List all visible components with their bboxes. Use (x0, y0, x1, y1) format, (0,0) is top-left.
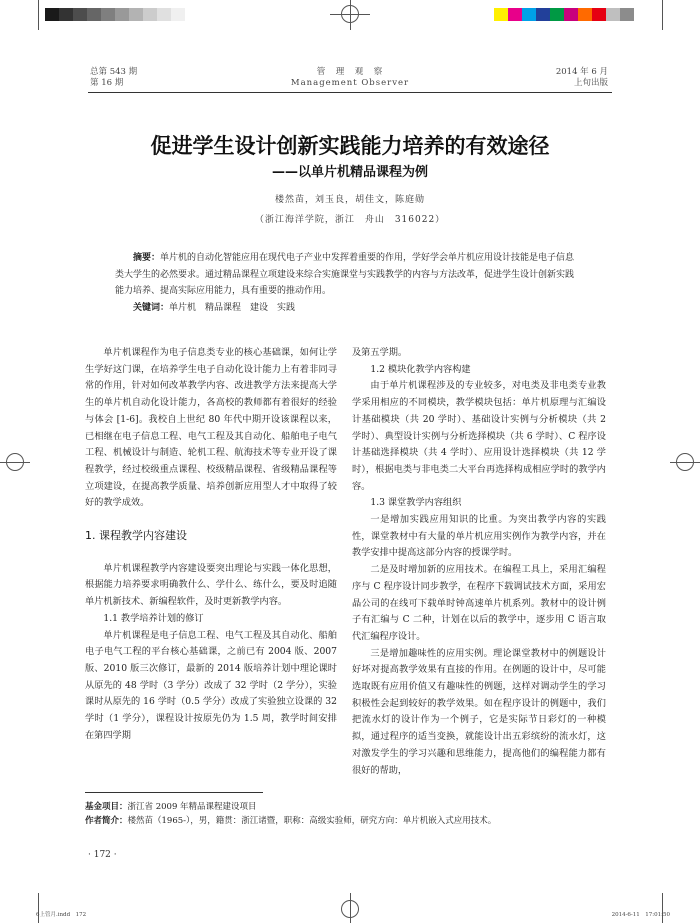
color-swatch (101, 8, 115, 21)
color-swatch (73, 8, 87, 21)
article-authors: 楼然苗，刘玉良，胡佳文，陈庭勋 (274, 195, 425, 205)
keywords-label: 关键词： (133, 302, 170, 313)
right-column (352, 345, 606, 779)
keywords-block (115, 300, 575, 317)
print-slug-timestamp: 2014-6-11 17:01:50 (611, 912, 670, 918)
abstract-label: 摘要： (133, 253, 161, 263)
color-swatch (606, 8, 620, 21)
color-swatch (564, 8, 578, 21)
color-swatch (59, 8, 73, 21)
page-number: · 172 · (88, 850, 117, 860)
paragraph: 单片机课程是电子信息工程、电气工程及其自动化、船舶电子电气工程的平台核心基础课，之前已有 2004 版、2007 版、2010 版三次修订，最新的 2014 版培养计划中理论课时从原先的 48 学时（3 学分）改成了 32 学时（2 学分），实验课时从原先的 16 学时（0.5 学分）改成了实验独立设课的 32 学时（1 学分），课程设计按原先仍为 1.5 周，教学时间安排在第四学期 (85, 629, 337, 741)
keywords-text: 单片机 精品课程 建设 实践 (169, 302, 296, 313)
color-swatch (494, 8, 508, 21)
header-rule (88, 92, 612, 93)
color-swatch (115, 8, 129, 21)
header-issue-number: 第 16 期 (90, 78, 124, 88)
article-title: 促进学生设计创新实践能力培养的有效途径 (150, 134, 550, 158)
print-slug-file: 6上管月.indd 172 (36, 912, 87, 918)
color-swatch (129, 8, 143, 21)
color-swatch (578, 8, 592, 21)
crop-mark (670, 462, 700, 463)
left-column (85, 345, 337, 744)
author-note (85, 814, 610, 828)
fund-text: 浙江省 2009 年精品课程建设项目 (127, 802, 257, 812)
journal-name-cn: 管 理 观 察 (316, 67, 384, 77)
subsection-heading: 1.1 教学培养计划的修订 (103, 612, 204, 624)
crop-mark (662, 0, 663, 30)
abstract (115, 250, 575, 316)
paragraph: 单片机课程教学内容建设要突出理论与实践一体化思想，根据能力培养要求明确教什么、学什么、练什么，要及时追随单片机新技术、新编程软件，及时更新教学内容。 (85, 562, 337, 608)
crop-mark (350, 893, 351, 923)
paragraph: 三是增加趣味性的应用实例。理论课堂教材中的例题设计好坏对提高教学效果有直接的作用。在例题的设计中，尽可能选取既有应用价值又有趣味性的例题，这样对调动学生的学习积极性会起到较好的教学效果。如在程序设计的例题中，我们把流水灯的设计作为一个例子，它是实际节日彩灯的一种模拟，通过程序的适当变换，就能设计出五彩缤纷的流水灯，这对激发学生的学习兴趣和思维能力，提高他们的编程能力都有很好的帮助， (352, 647, 606, 776)
abstract-block (115, 250, 575, 300)
color-swatch (157, 8, 171, 21)
paragraph: 及第五学期。 (352, 347, 408, 358)
footnote-rule (85, 792, 263, 793)
subsection-heading: 1.2 模块化教学内容构建 (370, 363, 471, 375)
paragraph: 一是增加实践应用知识的比重。为突出教学内容的实践性，课堂教材中有大量的单片机应用实例作为教学内容，并在教学安排中提高这部分内容的授课学时。 (352, 514, 606, 559)
header-issue-total: 总第 543 期 (90, 67, 138, 77)
crop-mark (0, 462, 30, 463)
journal-name-en: Management Observer (290, 78, 410, 88)
paragraph: 由于单片机课程涉及的专业较多，对电类及非电类专业教学采用相应的不同模块，教学模块包括：单片机原理与汇编设计基础模块（共 20 学时）、基础设计实例与分析模块（共 2 学时）、典型设计实例与分析选择模块（共 6 学时）、C 程序设计基础选择模块（共 4 学时）、应用设计选择模块（共 12 学时），根据电类与非电类二大平台再选择构成相应学时的教学内容。 (352, 380, 606, 492)
fund-note (85, 800, 610, 814)
color-swatch (592, 8, 606, 21)
crop-mark (662, 893, 663, 923)
color-swatch (45, 8, 59, 21)
section-heading: 1. 课程教学内容建设 (85, 529, 187, 543)
header-date (556, 67, 608, 89)
paragraph: 单片机课程作为电子信息类专业的核心基础课，如何让学生学好这门课，在培养学生电子自动化设计能力上有着非同寻常的作用，针对如何改革教学内容、改进教学方法来提高大学生的单片机自动化设计能力，各高校的教师都有着很好的经验与体会 [1-6]。我校自上世纪 80 年代中期开设该课程以来，已相继在电子信息工程、电气工程及其自动化、船舶电子电气工程、机械设计与制造、轮机工程、航海技术等专业开设了课程教学，经过校级重点课程、校级精品课程、省级精品课程等立项建设，在提高教学质量、培养创新应用型人才中取得了较好的教学成效。 (85, 347, 337, 509)
color-swatch (87, 8, 101, 21)
crop-mark (38, 0, 39, 30)
color-swatch (143, 8, 157, 21)
color-swatch (620, 8, 634, 21)
color-swatch (171, 8, 185, 21)
crop-mark (350, 0, 351, 30)
header-date-month: 2014 年 6 月 (555, 67, 608, 77)
color-swatch (522, 8, 536, 21)
fund-label: 基金项目： (85, 802, 128, 812)
article-affiliation: （浙江海洋学院，浙江 舟山 316022） (254, 215, 446, 225)
abstract-text: 单片机的自动化智能应用在现代电子产业中发挥着重要的作用，学好学会单片机应用设计技能是电子信息类大学生的必然要求。通过精品课程立项建设来综合实施课堂与实践教学的内容与方法改革，促进学生设计创新实践能力培养、提高实际应用能力，具有重要的推动作用。 (115, 253, 575, 296)
footnotes (85, 800, 610, 828)
article-subtitle: ——以单片机精品课程为例 (271, 165, 428, 180)
author-bio-label: 作者简介： (85, 816, 128, 826)
crop-mark (38, 893, 39, 923)
color-swatch (550, 8, 564, 21)
crop-mark (330, 14, 370, 15)
paragraph: 二是及时增加新的应用技术。在编程工具上，采用汇编程序与 C 程序设计同步教学，在程序下载调试技术方面，采用宏晶公司的在线可下载单时钟高速单片机系列。教材中的设计例子有汇编与 C 二种，计划在以后的教学中，逐步用 C 语言取代汇编程序设计。 (352, 564, 606, 642)
author-bio-text: 楼然苗（1965-），男，籍贯：浙江诸暨，职称：高级实验师，研究方向：单片机嵌入式应用技术。 (127, 816, 497, 826)
subsection-heading: 1.3 课堂教学内容组织 (370, 497, 462, 509)
header-date-edition: 上旬出版 (573, 78, 608, 88)
color-swatch (536, 8, 550, 21)
color-swatch (508, 8, 522, 21)
